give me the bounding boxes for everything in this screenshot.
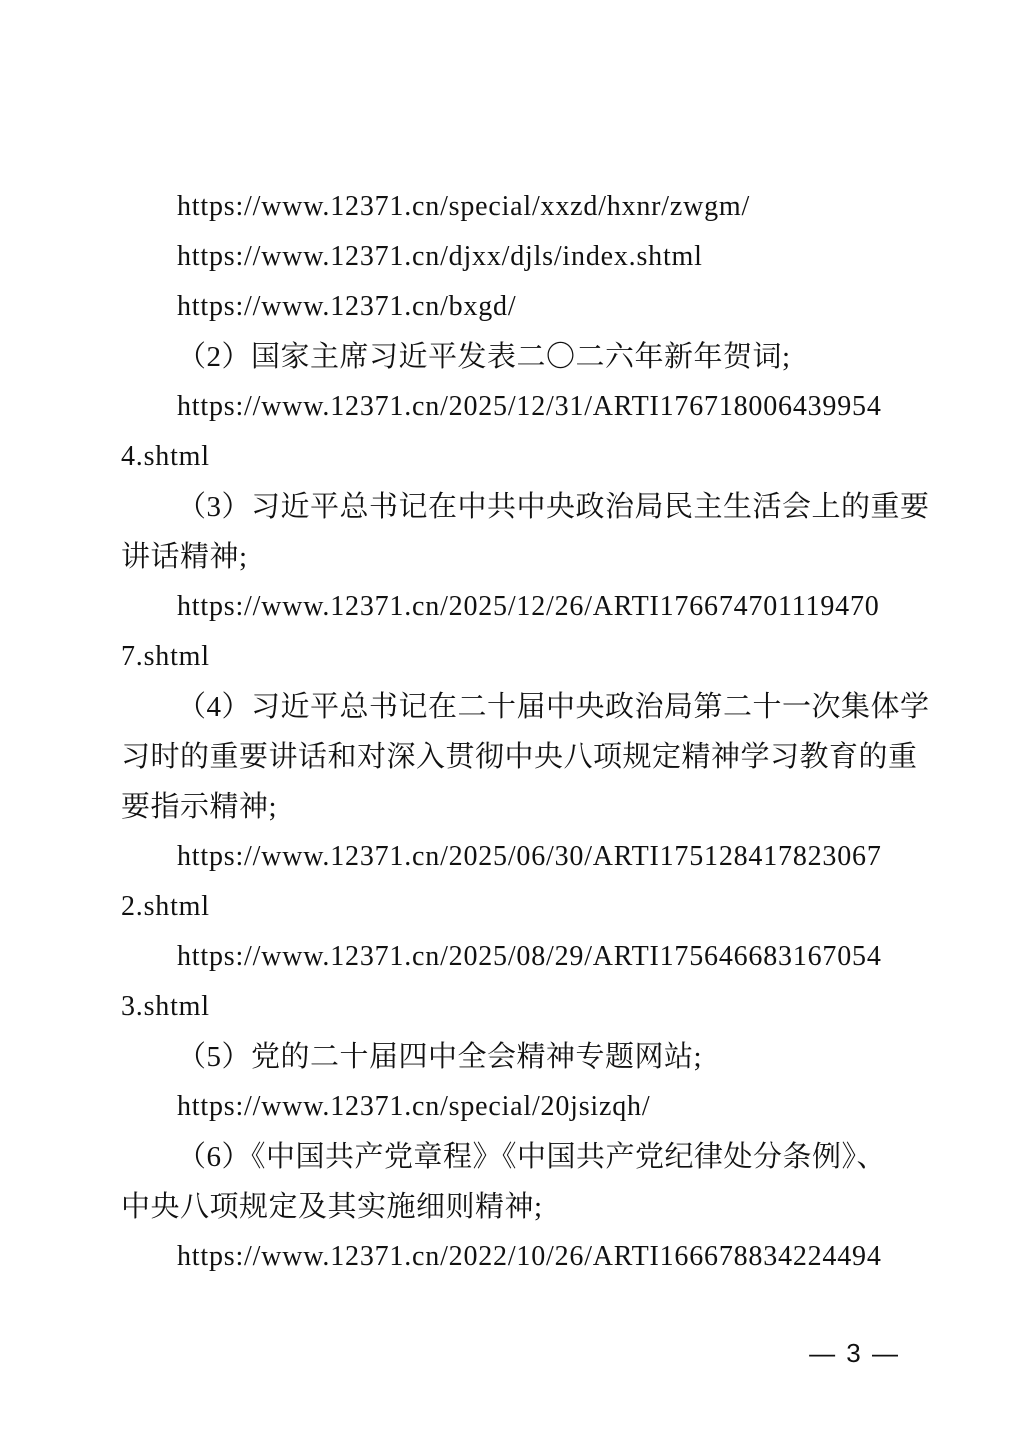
url-line: https://www.12371.cn/djxx/djls/index.shtml (177, 241, 703, 272)
url-continuation-line: 3.shtml (121, 991, 210, 1022)
document-body (121, 182, 930, 1282)
url-line: https://www.12371.cn/2022/10/26/ARTI166678834224494 (177, 1241, 882, 1272)
list-item-line: （2）国家主席习近平发表二〇二六年新年贺词; (177, 341, 791, 373)
page-number: — 3 — (809, 1338, 900, 1368)
url-line: https://www.12371.cn/special/xxzd/hxnr/zwgm/ (177, 191, 751, 222)
url-continuation-line: 4.shtml (121, 441, 210, 472)
url-line: https://www.12371.cn/bxgd/ (177, 291, 517, 322)
list-item-line: （6）《中国共产党章程》《中国共产党纪律处分条例》、 (177, 1141, 887, 1173)
continuation-line: 中央八项规定及其实施细则精神; (121, 1191, 543, 1223)
list-item-line: （5）党的二十届四中全会精神专题网站; (177, 1041, 703, 1073)
url-line: https://www.12371.cn/special/20jsizqh/ (177, 1091, 651, 1122)
url-line: https://www.12371.cn/2025/12/31/ARTI176718006439954 (177, 391, 882, 422)
url-line: https://www.12371.cn/2025/06/30/ARTI175128417823067 (177, 841, 882, 872)
url-continuation-line: 7.shtml (121, 641, 210, 672)
continuation-line: 要指示精神; (121, 791, 278, 823)
continuation-line: 习时的重要讲话和对深入贯彻中央八项规定精神学习教育的重 (121, 741, 918, 773)
url-line: https://www.12371.cn/2025/12/26/ARTI176674701119470 (177, 591, 880, 622)
list-item-line: （3）习近平总书记在中共中央政治局民主生活会上的重要 (177, 491, 930, 523)
url-continuation-line: 2.shtml (121, 891, 210, 922)
url-line: https://www.12371.cn/2025/08/29/ARTI175646683167054 (177, 941, 882, 972)
list-item-line: （4）习近平总书记在二十届中央政治局第二十一次集体学 (177, 691, 930, 723)
continuation-line: 讲话精神; (121, 541, 248, 573)
